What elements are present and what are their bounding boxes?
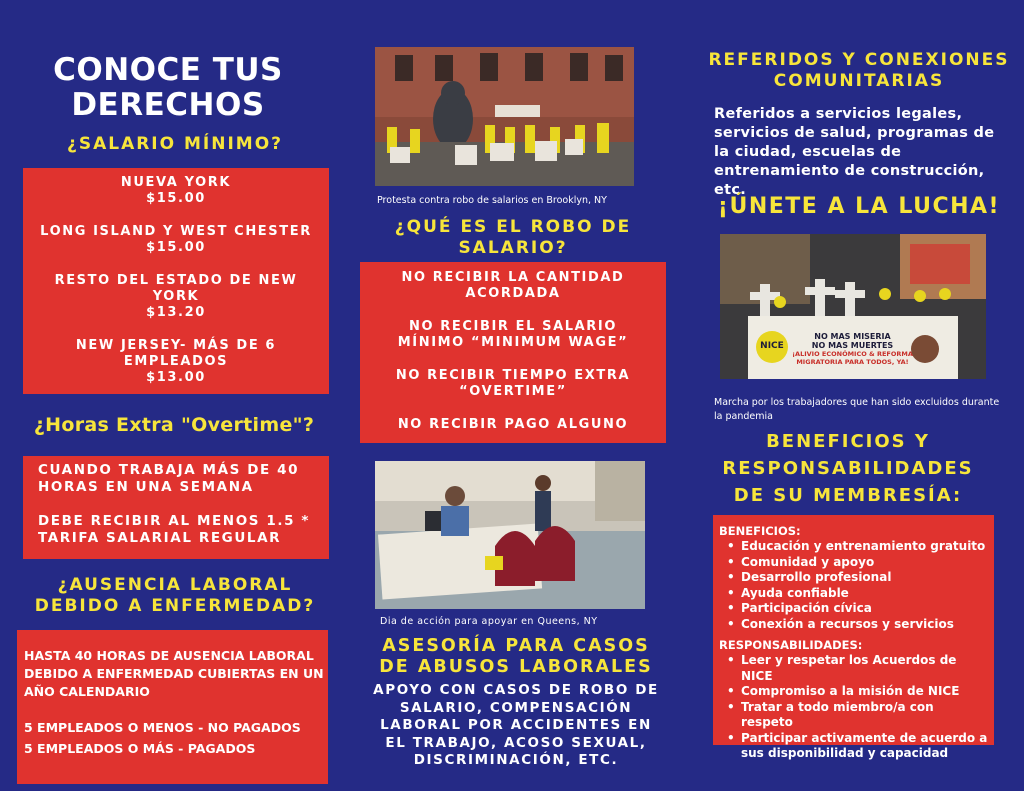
salario-label: LONG ISLAND Y WEST CHESTER [40,224,312,239]
salario-box [23,168,329,394]
unete-heading: ¡ÚNETE A LA LUCHA! [717,194,1001,219]
list-item: • Tratar a todo miembro/a con respeto [719,700,988,731]
beneficios-label: BENEFICIOS: [719,524,801,538]
robo-item: NO RECIBIR LA CANTIDAD ACORDADA [401,270,625,301]
overtime-box [23,456,329,559]
list-item: • Participar activamente de acuerdo a sus disponibilidad y capacidad [719,731,988,762]
overtime-text-2: DEBE RECIBIR AL MENOS 1.5 * TARIFA SALARIAL REGULAR [38,513,311,546]
page-title [40,53,296,123]
overtime-heading: ¿Horas Extra "Overtime"? [33,414,315,436]
robo-item: NO RECIBIR TIEMPO EXTRA “OVERTIME” [395,368,631,399]
march-photo [720,234,986,379]
salario-item-resto [23,273,329,321]
asesoria-heading-line2: DE ABUSOS LABORALES [379,657,653,677]
action-day-photo-image [375,461,645,609]
asesoria-heading [368,636,664,678]
beneficios-heading-line2: RESPONSABILIDADES [722,458,974,479]
referidos-heading-line2: COMUNITARIAS [773,71,945,91]
asesoria-heading-line1: ASESORÍA PARA CASOS [382,636,650,656]
ausencia-box [17,630,328,784]
beneficios-heading-line3: DE SU MEMBRESÍA: [733,485,963,506]
list-item: • Participación cívica [719,601,988,617]
banner-text [790,332,915,366]
banner-text-line2: NO MAS MUERTES [811,341,894,350]
ausencia-text-3: 5 EMPLEADOS O MÁS - PAGADOS [24,741,256,756]
robo-item: NO RECIBIR EL SALARIO MÍNIMO “MINIMUM WAGE” [397,319,629,350]
asesoria-text: APOYO CON CASOS DE ROBO DE SALARIO, COMPENSACIÓN LABORAL POR ACCIDENTES EN EL TRABAJO, ACOSO SEXUAL, DISCRIMINACIÓN, ETC. [373,682,659,768]
list-item: • Educación y entrenamiento gratuito [719,539,988,555]
march-photo-caption: Marcha por los trabajadores que han sido excluidos durante la pandemia [714,397,1000,422]
beneficios-heading [703,428,993,509]
ausencia-heading [18,575,332,617]
robo-box [360,262,666,443]
robo-heading [362,217,664,259]
action-day-photo-caption: Dia de acción para apoyar en Queens, NY [380,616,598,627]
robo-heading-line1: ¿QUÉ ES EL ROBO DE [394,217,632,237]
robo-item: NO RECIBIR PAGO ALGUNO [397,417,629,432]
referidos-heading [700,50,1018,92]
ausencia-text-1: HASTA 40 HORAS DE AUSENCIA LABORAL DEBIDO A ENFERMEDAD CUBIERTAS EN UN AÑO CALENDARIO [24,648,324,699]
referidos-heading-line1: REFERIDOS Y CONEXIONES [708,50,1010,70]
list-item: • Conexión a recursos y servicios [719,617,988,633]
salario-label: NEW JERSEY- MÁS DE 6 EMPLEADOS [75,338,277,369]
page-title-line2: DERECHOS [71,87,265,123]
salario-amount: $15.00 [146,191,206,206]
banner-logo: NICE [760,341,784,351]
responsabilidades-list [719,653,988,762]
salario-item-nj [23,338,329,386]
protest-photo [375,47,634,186]
salario-amount: $13.00 [146,370,206,385]
responsabilidades-label: RESPONSABILIDADES: [719,638,863,652]
protest-photo-caption: Protesta contra robo de salarios en Brooklyn, NY [377,195,607,206]
ausencia-heading-line1: ¿AUSENCIA LABORAL [57,575,293,595]
salario-label: RESTO DEL ESTADO DE NEW YORK [54,273,298,304]
list-item: • Leer y respetar los Acuerdos de NICE [719,653,988,684]
beneficios-heading-line1: BENEFICIOS Y [766,431,930,452]
salario-item-li [23,224,329,256]
salario-item-ny [23,175,329,207]
salario-heading: ¿SALARIO MÍNIMO? [66,134,284,154]
list-item: • Desarrollo profesional [719,570,988,586]
ausencia-heading-line2: DEBIDO A ENFERMEDAD? [34,596,316,616]
page-title-line1: CONOCE TUS [53,52,283,88]
salario-amount: $15.00 [146,240,206,255]
banner-text-line3: ¡ALIVIO ECONÓMICO & REFORMA MIGRATORIA PARA TODOS, YA! [792,350,913,366]
robo-heading-line2: SALARIO? [458,238,568,258]
salario-amount: $13.20 [146,305,206,320]
ausencia-text-2: 5 EMPLEADOS O MENOS - NO PAGADOS [24,720,301,735]
protest-photo-image [375,47,634,186]
action-day-photo [375,461,645,609]
referidos-text: Referidos a servicios legales, servicios de salud, programas de la ciudad, escuelas de entrenamiento de construcción, etc. [714,106,995,198]
list-item: • Comunidad y apoyo [719,555,988,571]
beneficios-list [719,539,988,632]
list-item: • Ayuda confiable [719,586,988,602]
overtime-text-1: CUANDO TRABAJA MÁS DE 40 HORAS EN UNA SEMANA [38,462,300,495]
membresia-box [713,515,994,760]
salario-label: NUEVA YORK [120,175,232,190]
list-item: • Compromiso a la misión de NICE [719,684,988,700]
banner-text-line1: NO MAS MISERIA [814,332,891,341]
